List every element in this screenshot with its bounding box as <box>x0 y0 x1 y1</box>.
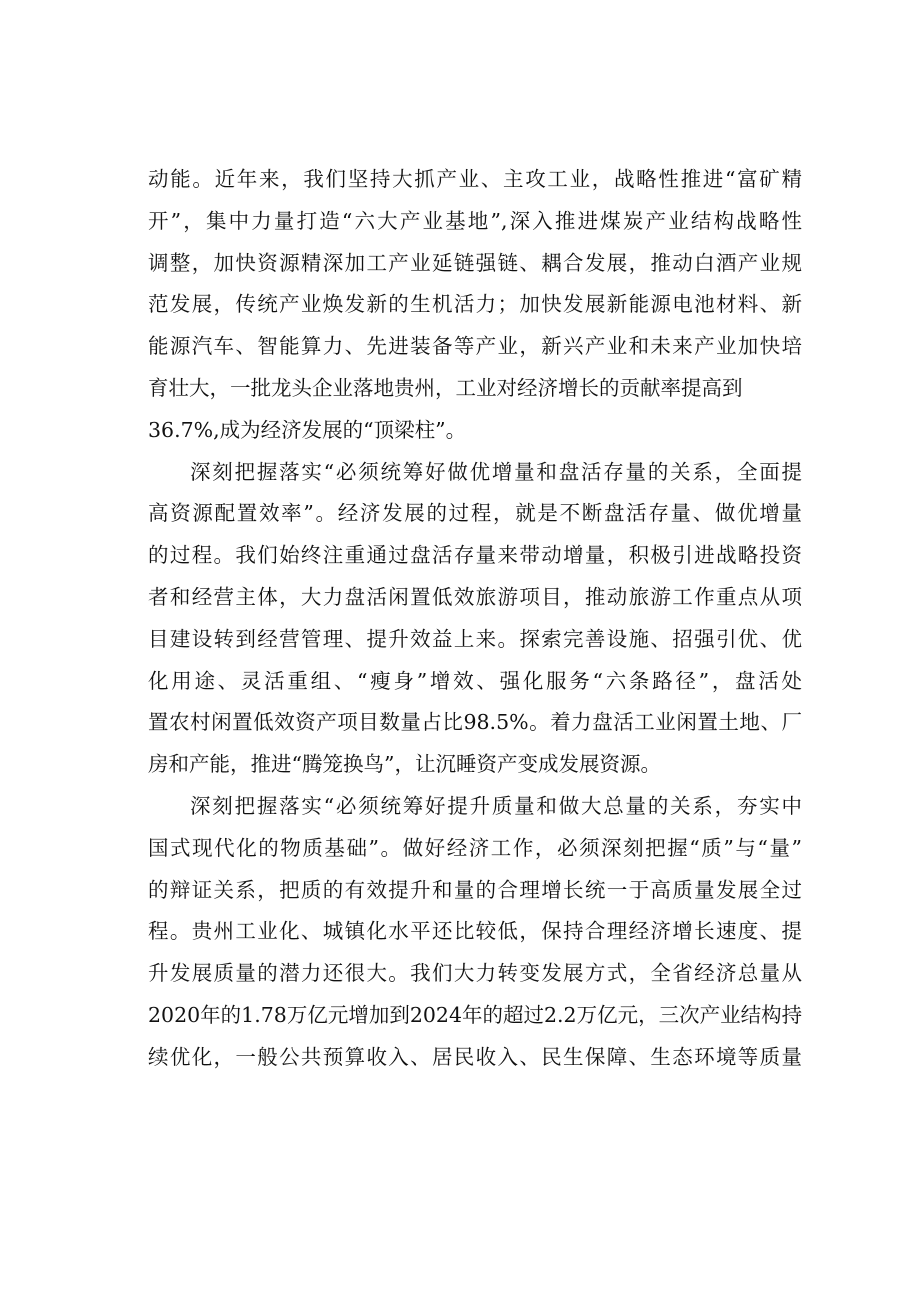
paragraph-2 <box>148 452 802 786</box>
text-line: 的辩证关系，把质的有效提升和量的合理增长统一于高质量发展全过 <box>148 877 802 902</box>
text-line: 调整，加快资源精深加工产业延链强链、耦合发展，推动白酒产业规 <box>148 250 802 275</box>
text-line: 范发展，传统产业焕发新的生机活力；加快发展新能源电池材料、新 <box>148 292 802 317</box>
text-line: 化用途、灵活重组、“瘦身”增效、强化服务“六条路径”，盘活处 <box>148 668 802 693</box>
text-line: 目建设转到经营管理、提升效益上来。探索完善设施、招强引优、优 <box>148 626 802 651</box>
text-line: 育壮大，一批龙头企业落地贵州，工业对经济增长的贡献率提高到 <box>148 375 743 400</box>
text-line: 的过程。我们始终注重通过盘活存量来带动增量，积极引进战略投资 <box>148 543 802 568</box>
text-line: 36.7%,成为经济发展的“顶梁柱”。 <box>148 417 467 442</box>
text-line: 者和经营主体，大力盘活闲置低效旅游项目，推动旅游工作重点从项 <box>148 584 802 609</box>
text-line: 高资源配置效率”。经济发展的过程，就是不断盘活存量、做优增量 <box>148 501 802 526</box>
text-line: 置农村闲置低效资产项目数量占比98.5%。着力盘活工业闲置土地、厂 <box>148 710 802 735</box>
text-line: 深刻把握落实“必须统筹好提升质量和做大总量的关系，夯实中 <box>190 793 802 818</box>
text-line: 升发展质量的潜力还很大。我们大力转变发展方式，全省经济总量从 <box>148 961 802 986</box>
text-line: 程。贵州工业化、城镇化水平还比较低，保持合理经济增长速度、提 <box>148 919 802 944</box>
paragraph-1 <box>148 159 802 452</box>
text-line: 开”，集中力量打造“六大产业基地”,深入推进煤炭产业结构战略性 <box>148 208 802 233</box>
text-line: 深刻把握落实“必须统筹好做优增量和盘活存量的关系，全面提 <box>190 459 802 484</box>
text-line: 动能。近年来，我们坚持大抓产业、主攻工业，战略性推进“富矿精 <box>148 167 802 191</box>
text-line: 续优化，一般公共预算收入、居民收入、民生保障、生态环境等质量 <box>148 1044 802 1069</box>
text-line: 能源汽车、智能算力、先进装备等产业，新兴产业和未来产业加快培 <box>148 334 802 359</box>
paragraph-3 <box>148 786 802 1079</box>
text-line: 国式现代化的物质基础”。做好经济工作，必须深刻把握“质”与“量” <box>148 835 802 860</box>
text-line: 2020年的1.78万亿元增加到2024年的超过2.2万亿元，三次产业结构持 <box>148 1002 802 1027</box>
text-line: 房和产能，推进“腾笼换鸟”，让沉睡资产变成发展资源。 <box>148 752 661 777</box>
document-body <box>148 159 802 1079</box>
